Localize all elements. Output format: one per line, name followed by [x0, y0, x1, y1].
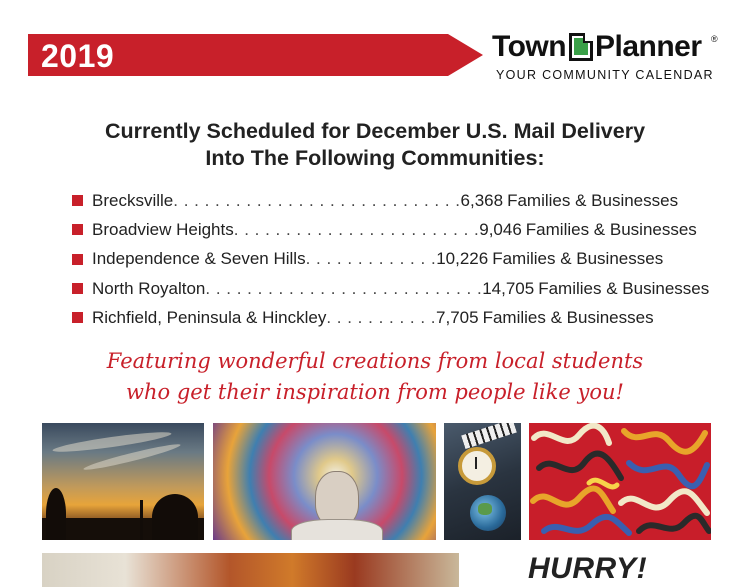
community-name: Brecksville [92, 190, 174, 210]
household-count: 7,705 [436, 307, 479, 327]
tree-silhouette [152, 494, 198, 540]
year-label: 2019 [41, 38, 115, 74]
clock-hand [475, 457, 477, 469]
community-row-north-royalton [72, 274, 712, 303]
community-row-broadview-heights [72, 215, 712, 244]
headline-line-2: Into The Following Communities: [205, 146, 545, 170]
household-count: 14,705 [482, 278, 535, 298]
headline-line-1: Currently Scheduled for December U.S. Mail Delivery [104, 119, 646, 143]
count-suffix: Families & Businesses [525, 219, 697, 239]
leader-dots: . . . . . . . . . . . . . [305, 249, 437, 269]
leader-dots: . . . . . . . . . . . [326, 307, 437, 327]
logo-word-town: Town [492, 30, 567, 63]
tagline-line-2: who get their inspiration from people like you! [126, 380, 624, 404]
leader-dots: . . . . . . . . . . . . . . . . . . . . . . . . . . . . [173, 190, 461, 210]
count-suffix: Families & Businesses [482, 307, 654, 327]
artwork-clock-globe [444, 423, 521, 540]
lamp-post-silhouette [140, 500, 143, 540]
bullet-square [72, 254, 83, 265]
artwork-swirl-portrait [213, 423, 436, 540]
community-row-richfield [72, 303, 712, 332]
stopwatch-icon [458, 447, 496, 485]
household-count: 9,046 [479, 219, 522, 239]
logo-word-planner: Planner [595, 30, 702, 63]
artwork-abstract-squiggles [529, 423, 711, 540]
leader-dots: . . . . . . . . . . . . . . . . . . . . . . . . [233, 219, 480, 239]
hurry-callout: HURRY! [528, 552, 648, 585]
community-row-independence [72, 245, 712, 274]
tree-silhouette [46, 488, 66, 540]
artwork-autumn-trees [42, 553, 459, 587]
community-list [72, 186, 712, 332]
community-row-brecksville [72, 186, 712, 215]
calendar-page-icon [569, 33, 593, 61]
community-name: Richfield, Peninsula & Hinckley [92, 307, 327, 327]
piano-keys [461, 423, 517, 449]
town-planner-logo[interactable] [492, 30, 722, 86]
bullet-square [72, 195, 83, 206]
count-suffix: Families & Businesses [507, 190, 679, 210]
count-suffix: Families & Businesses [492, 249, 664, 269]
community-name: Independence & Seven Hills [92, 249, 306, 269]
tagline-line-1: Featuring wonderful creations from local students [106, 349, 644, 373]
bullet-square [72, 283, 83, 294]
bullet-square [72, 312, 83, 323]
community-name: Broadview Heights [92, 219, 234, 239]
household-count: 10,226 [436, 249, 489, 269]
community-name: North Royalton [92, 278, 206, 298]
globe-land [478, 503, 492, 515]
leader-dots: . . . . . . . . . . . . . . . . . . . . . . . . . . . [205, 278, 483, 298]
artwork-sunset-landscape [42, 423, 204, 540]
bullet-square [72, 224, 83, 235]
portrait-shoulders [291, 519, 383, 540]
squiggle-pattern [529, 423, 711, 540]
count-suffix: Families & Businesses [538, 278, 710, 298]
logo-tagline: YOUR COMMUNITY CALENDAR [496, 68, 714, 82]
registered-mark: ® [711, 34, 718, 44]
household-count: 6,368 [460, 190, 504, 210]
